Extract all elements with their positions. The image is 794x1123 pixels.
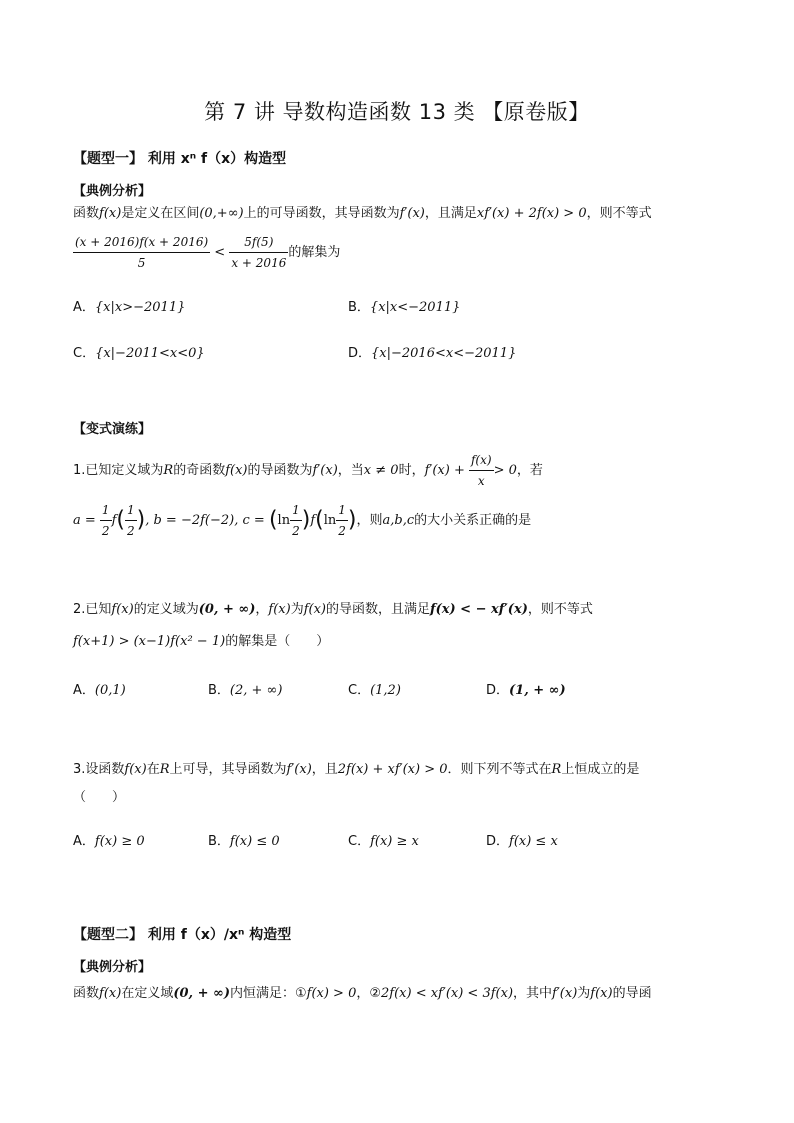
option-value: {x|−2016<x<−2011} bbox=[371, 346, 517, 361]
math: R bbox=[551, 762, 562, 777]
math: ln bbox=[277, 513, 291, 528]
text: ，则 bbox=[356, 513, 383, 528]
text: 为 bbox=[290, 602, 304, 617]
text: 为 bbox=[577, 986, 591, 1001]
math: f(x) < − xf′(x) bbox=[430, 602, 528, 617]
math: f(x) bbox=[111, 602, 134, 617]
text: ，则不等式 bbox=[527, 602, 593, 617]
option-value: {x|−2011<x<0} bbox=[95, 346, 205, 361]
math: b = −2f(−2), c = bbox=[153, 513, 265, 528]
math: f(x) > 0 bbox=[306, 986, 357, 1001]
fraction-right bbox=[229, 232, 288, 273]
denominator: 2 bbox=[101, 524, 110, 538]
text: 在定义域 bbox=[121, 986, 174, 1001]
fraction-half bbox=[125, 500, 137, 541]
numerator: 1 bbox=[290, 500, 302, 521]
math: f bbox=[111, 513, 117, 528]
text: 3.设函数 bbox=[73, 762, 125, 777]
section-heading-type1: 【题型一】 利用 xⁿ f（x）构造型 bbox=[73, 151, 287, 167]
q3-answer-paren: （ ） bbox=[73, 790, 126, 805]
denominator: 2 bbox=[292, 524, 300, 538]
example-analysis-label: 【典例分析】 bbox=[73, 184, 152, 199]
denominator: 2 bbox=[126, 524, 135, 538]
text: 的解集是（ ） bbox=[225, 634, 330, 649]
math: 2f(x) + xf′(x) > 0 bbox=[337, 762, 448, 777]
math: > 0 bbox=[493, 463, 517, 478]
text: 函数 bbox=[73, 206, 100, 221]
text: 2.已知 bbox=[73, 602, 112, 617]
option-value: (1, + ∞) bbox=[509, 683, 566, 698]
fraction-half bbox=[290, 500, 302, 541]
option-label: D． bbox=[348, 346, 372, 361]
option-value: {x|x<−2011} bbox=[369, 300, 461, 315]
denominator: x + 2016 bbox=[231, 256, 287, 270]
text: 1.已知定义域为 bbox=[73, 463, 164, 478]
math: x ≠ 0 bbox=[363, 463, 399, 478]
text: 的导函数，且满足 bbox=[326, 602, 431, 617]
variant-practice-label: 【变式演练】 bbox=[73, 422, 152, 437]
option-label: B． bbox=[208, 834, 230, 849]
option-label: A． bbox=[73, 834, 95, 849]
text: 函数 bbox=[73, 986, 100, 1001]
text: 的导函 bbox=[612, 986, 652, 1001]
math: f(x) bbox=[99, 206, 122, 221]
fraction-left bbox=[73, 232, 210, 273]
section-heading-type2: 【题型二】 利用 f（x）/xⁿ 构造型 bbox=[73, 927, 292, 943]
option-label: D． bbox=[486, 683, 510, 698]
option-label: C． bbox=[73, 346, 96, 361]
text: 上的可导函数，其导函数为 bbox=[243, 206, 400, 221]
text: 上恒成立的是 bbox=[561, 762, 640, 777]
math: a,b,c bbox=[382, 513, 415, 528]
text: 的奇函数 bbox=[173, 463, 226, 478]
option-value: f(x) ≥ 0 bbox=[94, 834, 145, 849]
denominator: x bbox=[477, 474, 485, 488]
paren-open: ( bbox=[315, 507, 324, 533]
text: ，其中 bbox=[513, 986, 553, 1001]
math: a = bbox=[73, 513, 96, 528]
text: 的导函数为 bbox=[247, 463, 313, 478]
option-value: {x|x>−2011} bbox=[94, 300, 186, 315]
text: 的大小关系正确的是 bbox=[414, 513, 532, 528]
text: ，则不等式 bbox=[586, 206, 652, 221]
option-d[interactable] bbox=[348, 342, 516, 361]
option-a[interactable] bbox=[73, 296, 185, 315]
text: 的定义域为 bbox=[133, 602, 199, 617]
math: f bbox=[310, 513, 316, 528]
option-label: A． bbox=[73, 300, 95, 315]
example-problem-line1 bbox=[73, 204, 652, 224]
text: ，② bbox=[356, 986, 382, 1001]
numerator: 1 bbox=[100, 500, 112, 521]
paren-open: ( bbox=[268, 507, 278, 533]
paren-open: ( bbox=[116, 507, 125, 533]
numerator: (x + 2016)f(x + 2016) bbox=[73, 232, 210, 253]
option-value: f(x) ≤ x bbox=[509, 834, 558, 849]
text: 内恒满足：① bbox=[229, 986, 307, 1001]
fraction-half bbox=[336, 500, 348, 541]
math: f(x) bbox=[268, 602, 291, 617]
math: f(x+1) > (x−1)f(x² − 1) bbox=[73, 634, 226, 649]
text: 时， bbox=[398, 463, 425, 478]
option-value: f(x) ≤ 0 bbox=[229, 834, 280, 849]
option-value: f(x) ≥ x bbox=[370, 834, 419, 849]
text: ，且 bbox=[311, 762, 338, 777]
fraction bbox=[469, 450, 494, 491]
denominator: 2 bbox=[338, 524, 346, 538]
math: f(x) bbox=[303, 602, 326, 617]
math: , bbox=[145, 513, 154, 528]
denominator: 5 bbox=[137, 256, 146, 270]
math: f(x) bbox=[225, 463, 248, 478]
q3-line1 bbox=[73, 760, 639, 780]
option-value: (2, + ∞) bbox=[229, 683, 283, 698]
text: ，当 bbox=[337, 463, 364, 478]
text: 在 bbox=[146, 762, 160, 777]
option-value: (0,1) bbox=[94, 683, 126, 698]
math: R bbox=[159, 762, 170, 777]
example-analysis-label-2: 【典例分析】 bbox=[73, 960, 152, 975]
numerator: 5f(5) bbox=[229, 232, 288, 253]
option-value: (1,2) bbox=[370, 683, 401, 698]
math: xf′(x) + 2f(x) > 0 bbox=[476, 206, 587, 221]
paren-close: ) bbox=[347, 507, 357, 533]
section2-problem-line1 bbox=[73, 984, 652, 1004]
q3-option-a[interactable] bbox=[73, 830, 145, 849]
page-title: 第 7 讲 导数构造函数 13 类 【原卷版】 bbox=[204, 100, 590, 124]
option-label: B． bbox=[348, 300, 370, 315]
math: f′(x) bbox=[399, 206, 425, 221]
math: (0, + ∞) bbox=[173, 986, 230, 1001]
q2-line1 bbox=[73, 600, 593, 620]
q2-option-a[interactable] bbox=[73, 679, 126, 698]
math: f(x) bbox=[590, 986, 613, 1001]
math: f′(x) bbox=[312, 463, 338, 478]
option-b[interactable] bbox=[348, 296, 460, 315]
q3-option-b[interactable] bbox=[208, 830, 280, 849]
option-label: D． bbox=[486, 834, 510, 849]
fraction-half bbox=[100, 500, 112, 541]
numerator: 1 bbox=[336, 500, 348, 521]
text: ， bbox=[255, 602, 269, 617]
q1-line2 bbox=[73, 500, 531, 541]
math: f′(x) + bbox=[424, 463, 465, 478]
text: ，若 bbox=[516, 463, 543, 478]
numerator: 1 bbox=[125, 500, 137, 521]
math: 2f(x) < xf′(x) < 3f(x) bbox=[381, 986, 514, 1001]
option-c[interactable] bbox=[73, 342, 205, 361]
option-label: C． bbox=[348, 683, 371, 698]
less-than: < bbox=[214, 245, 226, 260]
text: 是定义在区间 bbox=[121, 206, 200, 221]
option-label: A． bbox=[73, 683, 95, 698]
option-label: C． bbox=[348, 834, 371, 849]
q2-option-d[interactable] bbox=[486, 679, 566, 698]
numerator: f(x) bbox=[469, 450, 494, 471]
paren-close: ) bbox=[136, 507, 146, 533]
text: ．则下列不等式在 bbox=[447, 762, 552, 777]
math: f′(x) bbox=[286, 762, 312, 777]
text: ，且满足 bbox=[424, 206, 477, 221]
math: f(x) bbox=[124, 762, 147, 777]
math: f(x) bbox=[99, 986, 122, 1001]
math: R bbox=[163, 463, 174, 478]
q2-option-b[interactable] bbox=[208, 679, 282, 698]
math: (0,+∞) bbox=[199, 206, 244, 221]
q3-option-c[interactable] bbox=[348, 830, 419, 849]
q1-line1 bbox=[73, 450, 543, 491]
math: ln bbox=[323, 513, 337, 528]
paren-close: ) bbox=[301, 507, 311, 533]
q3-option-d[interactable] bbox=[486, 830, 558, 849]
q2-line2 bbox=[73, 632, 329, 652]
text: 上可导，其导函数为 bbox=[169, 762, 287, 777]
option-label: B． bbox=[208, 683, 230, 698]
q2-option-c[interactable] bbox=[348, 679, 401, 698]
example-problem-line2 bbox=[73, 232, 340, 273]
math: (0, + ∞) bbox=[198, 602, 256, 617]
text: 的解集为 bbox=[288, 245, 341, 260]
math: f′(x) bbox=[552, 986, 578, 1001]
